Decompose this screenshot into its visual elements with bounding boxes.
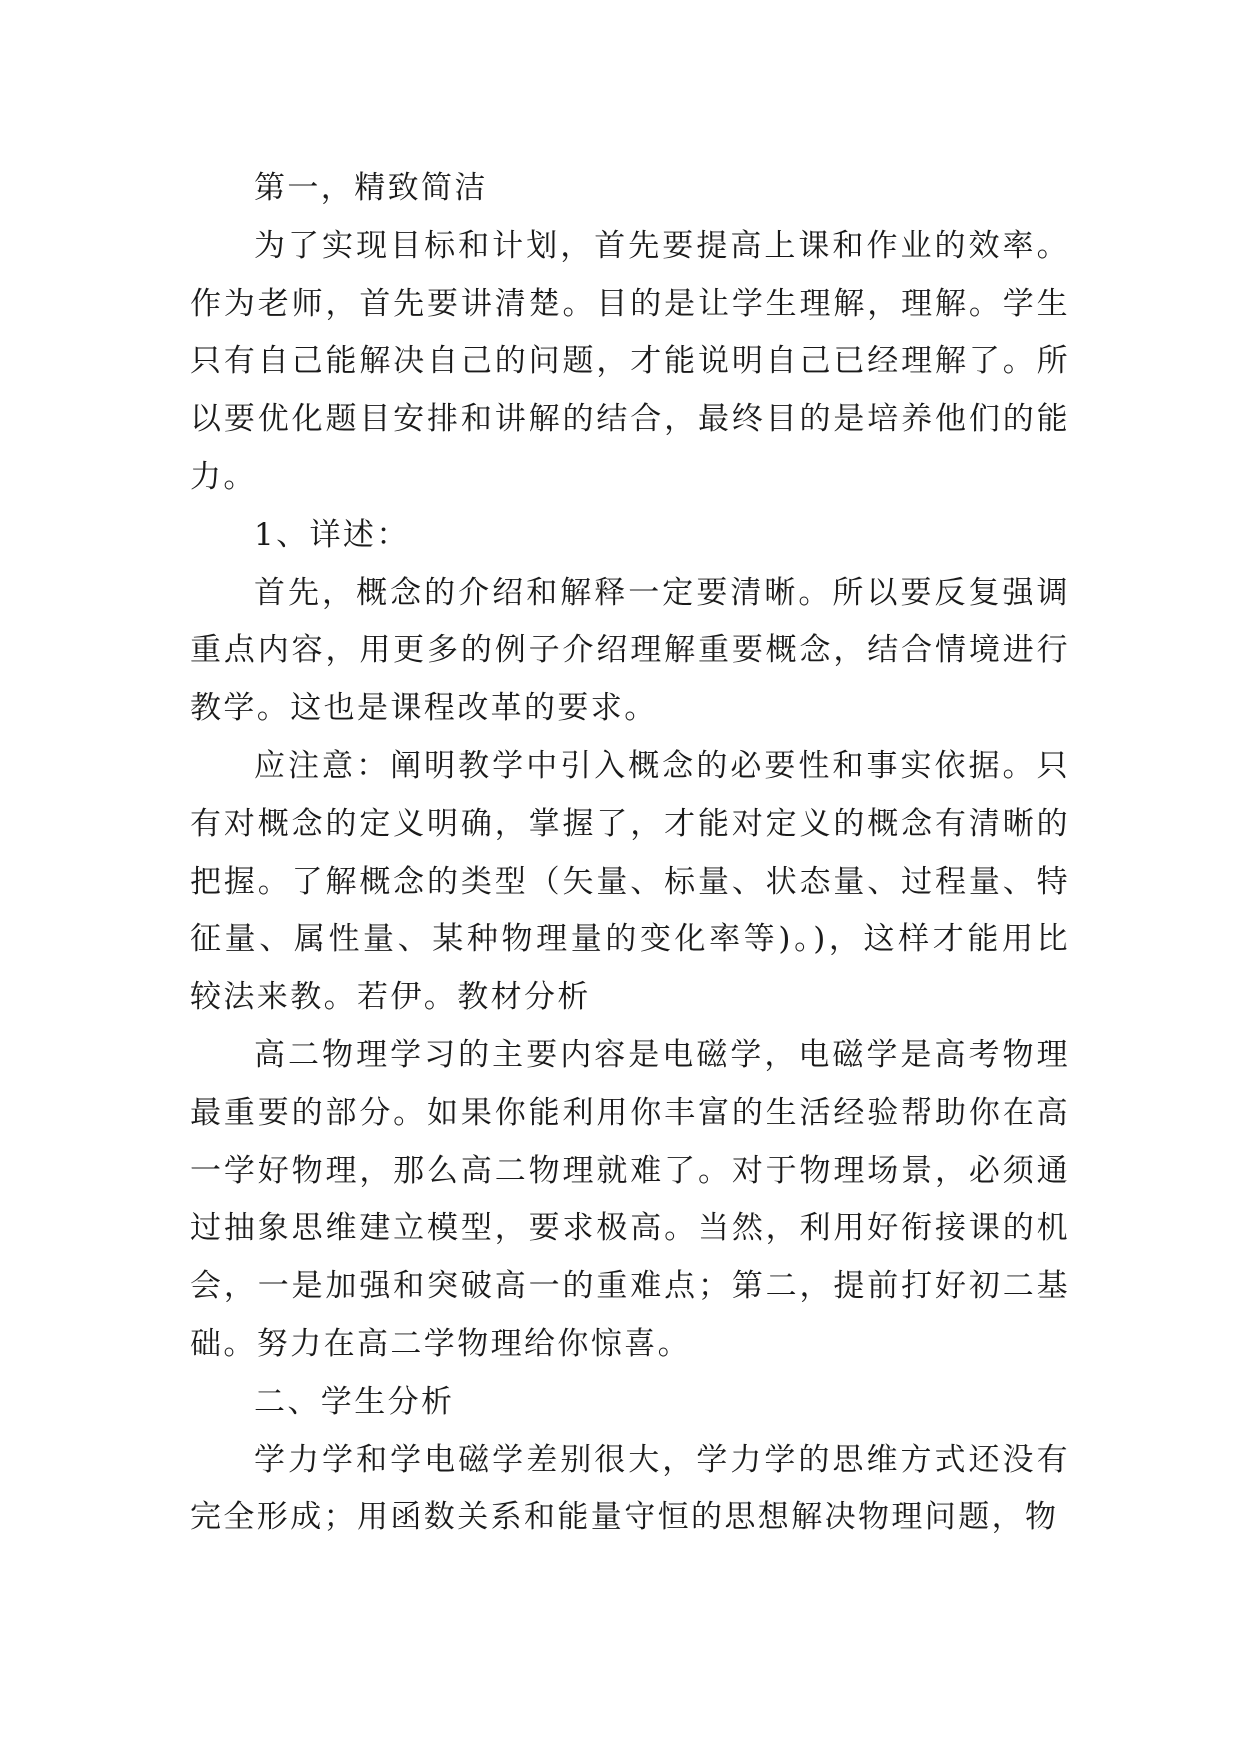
paragraph-textbook-analysis: 高二物理学习的主要内容是电磁学，电磁学是高考物理最重要的部分。如果你能利用你丰富的生活经验帮助你在高一学好物理，那么高二物理就难了。对于物理场景，必须通过抽象思维建立模型，要求极高。当然，利用好衔接课的机会，一是加强和突破高一的重难点；第二，提前打好初二基础。努力在高二学物理给你惊喜。: [190, 1036, 1070, 1362]
subheading-detail: 1、详述：: [254, 516, 410, 553]
document-page: [190, 160, 1070, 1547]
paragraph-student-analysis: 学力学和学电磁学差别很大，学力学的思维方式还没有完全形成；用函数关系和能量守恒的思想解决物理问题，物: [190, 1441, 1070, 1536]
paragraph-concepts: 首先，概念的介绍和解释一定要清晰。所以要反复强调重点内容，用更多的例子介绍理解重要概念，结合情境进行教学。这也是课程改革的要求。: [190, 574, 1070, 727]
section-heading-2: 二、学生分析: [254, 1383, 455, 1420]
paragraph-efficiency: 为了实现目标和计划，首先要提高上课和作业的效率。作为老师，首先要讲清楚。目的是让学生理解，理解。学生只有自己能解决自己的问题，才能说明自己已经理解了。所以要优化题目安排和讲解的结合，最终目的是培养他们的能力。: [190, 227, 1070, 495]
section-heading-1: 第一，精致简洁: [254, 170, 488, 206]
paragraph-notes: 应注意：阐明教学中引入概念的必要性和事实依据。只有对概念的定义明确，掌握了，才能对定义的概念有清晰的把握。了解概念的类型（矢量、标量、状态量、过程量、特征量、属性量、某种物理量的变化率等)。)，这样才能用比较法来教。若伊。教材分析: [190, 747, 1070, 1016]
